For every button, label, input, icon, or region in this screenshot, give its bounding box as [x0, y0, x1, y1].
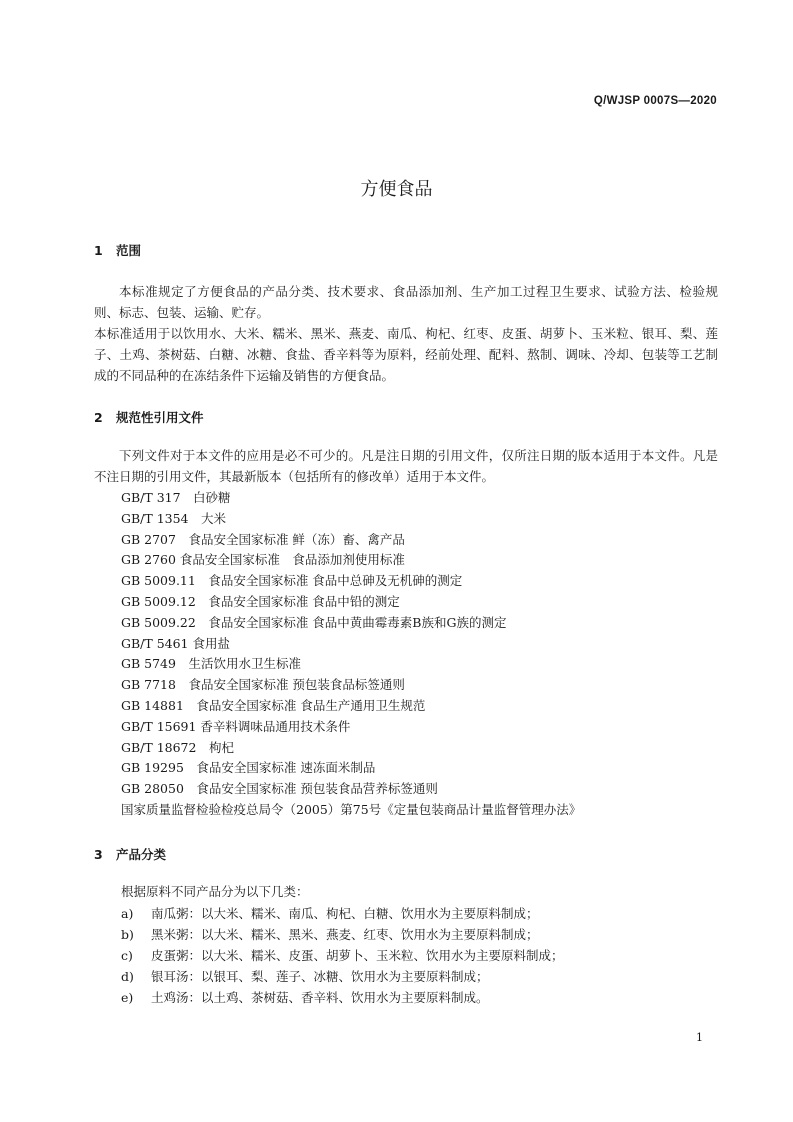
- section-title: 规范性引用文件: [116, 410, 204, 425]
- list-item: [121, 966, 564, 987]
- list-label: e): [121, 990, 134, 1005]
- reference-item: GB 14881 食品安全国家标准 食品生产通用卫生规范: [121, 697, 426, 713]
- section-title: 产品分类: [116, 847, 167, 862]
- standard-code: Q/WJSP 0007S—2020: [593, 95, 717, 107]
- category-intro: 根据原料不同产品分为以下几类：: [121, 884, 309, 899]
- reference-item: GB 5009.11 食品安全国家标准 食品中总砷及无机砷的测定: [121, 573, 463, 589]
- section-number: 2: [94, 410, 103, 425]
- category-list: [121, 903, 564, 1008]
- list-item: [121, 924, 564, 945]
- list-label: b): [121, 927, 134, 942]
- list-item: [121, 945, 564, 966]
- section-2-intro: [94, 445, 718, 487]
- list-label: c): [121, 948, 133, 963]
- reference-item: GB 5749 生活饮用水卫生标准: [121, 656, 301, 672]
- section-1-heading: [94, 241, 141, 259]
- reference-item: GB/T 5461 食用盐: [121, 635, 230, 651]
- list-text: 银耳汤：以银耳、梨、莲子、冰糖、饮用水为主要原料制成；: [151, 969, 489, 984]
- list-label: d): [121, 969, 134, 984]
- reference-item: GB 19295 食品安全国家标准 速冻面米制品: [121, 760, 376, 776]
- section-3-heading: [94, 845, 166, 863]
- reference-item: GB/T 1354 大米: [121, 510, 227, 526]
- paragraph: 本标准适用于以饮用水、大米、糯米、黑米、燕麦、南瓜、枸杞、红枣、皮蛋、胡萝卜、玉米粒、银耳、梨、莲子、土鸡、茶树菇、白糖、冰糖、食盐、香辛料等为原料，经前处理、配料、熬制、调味、冷却、包装等工艺制成的不同品种的在冻结条件下运输及销售的方便食品。: [94, 326, 718, 383]
- list-text: 土鸡汤：以土鸡、茶树菇、香辛料、饮用水为主要原料制成。: [151, 990, 489, 1005]
- reference-list: [121, 488, 581, 821]
- reference-item: GB 2707 食品安全国家标准 鲜（冻）畜、禽产品: [121, 531, 405, 547]
- section-title: 范围: [116, 243, 142, 258]
- list-label: a): [121, 906, 134, 921]
- paragraph: 下列文件对于本文件的应用是必不可少的。凡是注日期的引用文件，仅所注日期的版本适用于本文件。凡是不注日期的引用文件，其最新版本（包括所有的修改单）适用于本文件。: [94, 448, 718, 484]
- document-title: 方便食品: [360, 179, 433, 200]
- reference-item: GB 7718 食品安全国家标准 预包装食品标签通则: [121, 677, 405, 693]
- paragraph: 本标准规定了方便食品的产品分类、技术要求、食品添加剂、生产加工过程卫生要求、试验方法、检验规则、标志、包装、运输、贮存。: [94, 284, 718, 320]
- reference-item: GB 28050 食品安全国家标准 预包装食品营养标签通则: [121, 781, 438, 797]
- section-number: 1: [94, 243, 103, 258]
- reference-item: GB 5009.22 食品安全国家标准 食品中黄曲霉毒素B族和G族的测定: [121, 614, 507, 630]
- list-text: 南瓜粥：以大米、糯米、南瓜、枸杞、白糖、饮用水为主要原料制成；: [151, 906, 539, 921]
- page-number: 1: [696, 1031, 703, 1044]
- reference-item: GB 5009.12 食品安全国家标准 食品中铅的测定: [121, 593, 400, 609]
- section-1-body: [94, 281, 718, 386]
- list-text: 皮蛋粥：以大米、糯米、皮蛋、胡萝卜、玉米粒、饮用水为主要原料制成；: [151, 948, 564, 963]
- list-text: 黑米粥：以大米、糯米、黑米、燕麦、红枣、饮用水为主要原料制成；: [151, 927, 539, 942]
- list-item: [121, 987, 564, 1008]
- section-2-heading: [94, 408, 204, 426]
- reference-item: 国家质量监督检验检疫总局令（2005）第75号《定量包装商品计量监督管理办法》: [121, 801, 582, 817]
- reference-item: GB/T 15691 香辛料调味品通用技术条件: [121, 718, 351, 734]
- section-number: 3: [94, 847, 103, 862]
- reference-item: GB/T 317 白砂糖: [121, 490, 231, 505]
- list-item: [121, 903, 564, 924]
- reference-item: GB 2760 食品安全国家标准 食品添加剂使用标准: [121, 552, 405, 568]
- reference-item: GB/T 18672 枸杞: [121, 739, 234, 755]
